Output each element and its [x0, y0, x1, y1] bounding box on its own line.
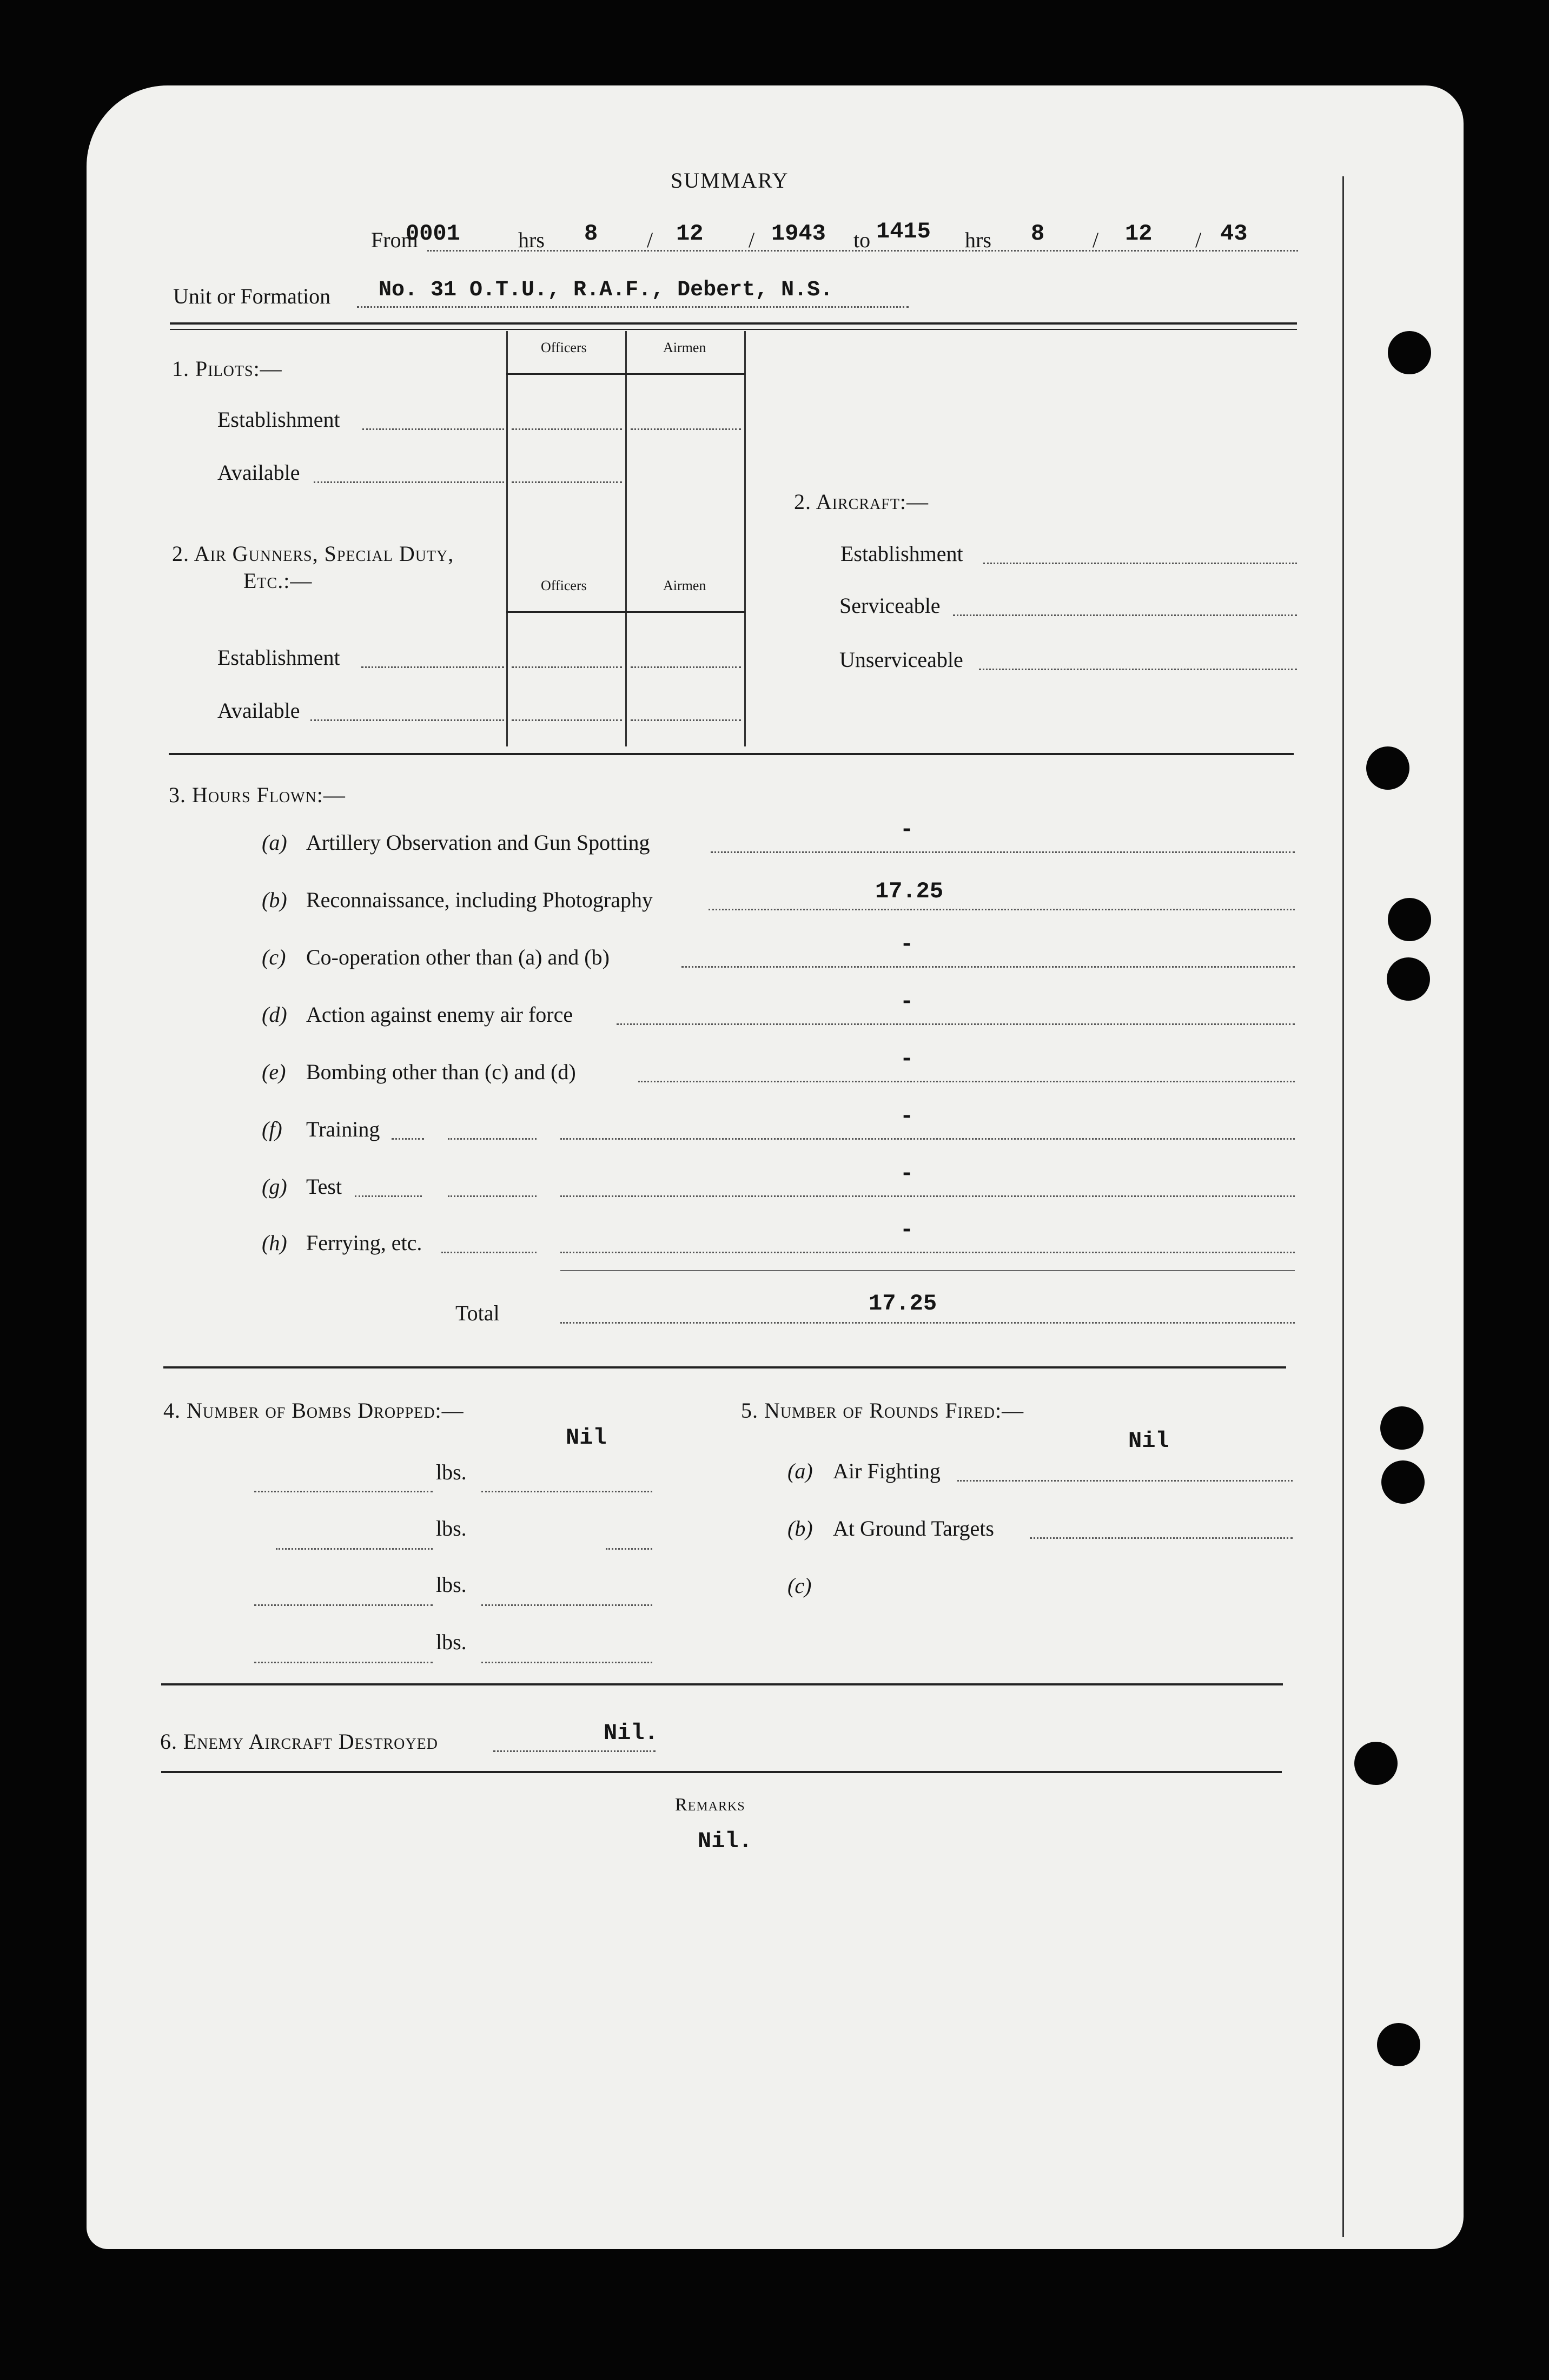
total-rule	[560, 1270, 1295, 1271]
dotted-fill	[606, 1548, 652, 1550]
col-airmen: Airmen	[663, 340, 706, 355]
gunners-available: Available	[217, 698, 300, 723]
dotted-fill	[681, 966, 1295, 968]
dotted-fill	[481, 1662, 652, 1663]
dotted-fill	[560, 1252, 1295, 1253]
dotted-fill	[512, 428, 622, 430]
dotted-fill	[512, 481, 622, 483]
dotted-fill	[631, 666, 741, 668]
col-officers: Officers	[541, 340, 587, 355]
dotted-fill	[979, 669, 1297, 670]
hours-key-d: (d)	[262, 1002, 287, 1027]
hours-label-f: Training	[306, 1117, 380, 1141]
slash: /	[647, 228, 653, 252]
dotted-fill	[617, 1023, 1295, 1025]
unit-label: Unit or Formation	[173, 284, 331, 308]
remarks-value: Nil.	[698, 1828, 752, 1854]
to-time: 1415	[876, 219, 931, 244]
dotted-fill	[512, 666, 622, 668]
hours-key-e: (e)	[262, 1060, 286, 1084]
rounds-value: Nil	[1128, 1428, 1169, 1454]
hours-label-h: Ferrying, etc.	[306, 1231, 422, 1255]
pilots-available: Available	[217, 460, 300, 485]
bombs-value: Nil	[566, 1425, 607, 1451]
dotted-fill	[631, 428, 741, 430]
dotted-fill	[631, 719, 741, 721]
section-rule	[161, 1683, 1283, 1685]
slash: /	[1195, 228, 1202, 252]
dotted-fill	[709, 909, 1295, 910]
to-year: 43	[1220, 221, 1248, 247]
hours-key-a: (a)	[262, 830, 287, 855]
gunners-establishment: Establishment	[217, 645, 340, 670]
rounds-key-a: (a)	[787, 1459, 813, 1483]
table-line	[506, 611, 745, 613]
to-day: 8	[1031, 221, 1045, 247]
col-officers: Officers	[541, 578, 587, 593]
table-line	[744, 331, 746, 746]
dotted-fill	[448, 1138, 537, 1140]
unit-value: No. 31 O.T.U., R.A.F., Debert, N.S.	[379, 278, 833, 302]
punch-hole	[1380, 1406, 1424, 1450]
pilots-title: 1. Pilots:—	[172, 356, 282, 381]
dotted-fill	[254, 1662, 433, 1663]
table-line	[506, 331, 508, 746]
bombs-lbs: lbs.	[436, 1572, 467, 1597]
dotted-fill	[560, 1195, 1295, 1197]
section-rule	[161, 1771, 1282, 1773]
dotted-fill	[560, 1138, 1295, 1140]
rounds-title: 5. Number of Rounds Fired:—	[741, 1398, 1024, 1423]
dotted-fill	[357, 306, 909, 308]
dotted-fill	[355, 1195, 422, 1197]
dotted-fill	[441, 1252, 537, 1253]
dotted-fill	[254, 1491, 433, 1492]
gunners-title-2: Etc.:—	[243, 568, 313, 593]
dotted-fill	[711, 851, 1295, 853]
rounds-label-b: At Ground Targets	[833, 1516, 994, 1541]
dotted-fill	[276, 1548, 433, 1550]
gunners-title: 2. Air Gunners, Special Duty,	[172, 541, 454, 566]
to-month: 12	[1125, 221, 1153, 247]
dotted-fill	[362, 428, 504, 430]
dotted-fill	[392, 1138, 424, 1140]
aircraft-serviceable: Serviceable	[839, 593, 941, 618]
hours-value-f: -	[900, 1103, 914, 1129]
hours-value-c: -	[900, 931, 914, 957]
punch-hole	[1387, 957, 1430, 1001]
hours-key-b: (b)	[262, 888, 287, 912]
hours-label-g: Test	[306, 1174, 342, 1199]
hours-label-b: Reconnaissance, including Photography	[306, 888, 653, 912]
bombs-lbs: lbs.	[436, 1516, 467, 1541]
bombs-lbs: lbs.	[436, 1460, 467, 1484]
page-title: SUMMARY	[671, 168, 789, 193]
hours-key-g: (g)	[262, 1174, 287, 1199]
pilots-establishment: Establishment	[217, 407, 340, 432]
slash: /	[1093, 228, 1099, 252]
punch-hole	[1366, 746, 1409, 790]
dotted-fill	[983, 563, 1297, 564]
table-line	[506, 373, 745, 375]
rounds-key-c: (c)	[787, 1574, 812, 1598]
hrs-label: hrs	[965, 228, 991, 252]
hours-label-e: Bombing other than (c) and (d)	[306, 1060, 576, 1084]
from-year: 1943	[771, 221, 826, 247]
hours-value-a: -	[900, 817, 914, 843]
hours-key-c: (c)	[262, 945, 286, 969]
punch-hole	[1377, 2023, 1420, 2066]
dotted-fill	[1030, 1537, 1293, 1539]
hrs-label: hrs	[518, 228, 545, 252]
hours-value-d: -	[900, 989, 914, 1015]
hours-key-h: (h)	[262, 1231, 287, 1255]
section-rule	[169, 753, 1294, 755]
dotted-fill	[957, 1480, 1293, 1482]
hours-title: 3. Hours Flown:—	[169, 783, 346, 807]
section-rule	[163, 1366, 1286, 1368]
from-day: 8	[584, 221, 598, 247]
hours-key-f: (f)	[262, 1117, 282, 1141]
col-airmen: Airmen	[663, 578, 706, 593]
bombs-title: 4. Number of Bombs Dropped:—	[163, 1398, 464, 1423]
table-line	[625, 331, 627, 746]
slash: /	[749, 228, 755, 252]
dotted-fill	[560, 1322, 1295, 1324]
hours-value-h: -	[900, 1217, 914, 1243]
dotted-fill	[953, 614, 1297, 616]
dotted-fill	[310, 719, 504, 721]
from-time: 0001	[406, 221, 460, 247]
aircraft-unserviceable: Unserviceable	[839, 647, 963, 672]
margin-line	[1342, 176, 1344, 2237]
dotted-fill	[361, 666, 504, 668]
dotted-fill	[481, 1491, 652, 1492]
rounds-label-a: Air Fighting	[833, 1459, 941, 1483]
dotted-fill	[481, 1604, 652, 1606]
aircraft-establishment: Establishment	[840, 541, 963, 566]
enemy-destroyed-value: Nil.	[604, 1720, 658, 1746]
rounds-key-b: (b)	[787, 1516, 813, 1541]
to-label: to	[853, 228, 871, 252]
dotted-fill	[512, 719, 622, 721]
from-month: 12	[676, 221, 704, 247]
hours-label-a: Artillery Observation and Gun Spotting	[306, 830, 650, 855]
hours-label-d: Action against enemy air force	[306, 1002, 573, 1027]
enemy-destroyed-title: 6. Enemy Aircraft Destroyed	[160, 1729, 438, 1754]
from-label: From	[371, 228, 418, 252]
punch-hole	[1354, 1742, 1398, 1785]
punch-hole	[1388, 331, 1431, 374]
dotted-fill	[314, 481, 504, 483]
aircraft-title: 2. Aircraft:—	[794, 490, 929, 514]
dotted-fill	[638, 1081, 1295, 1082]
dotted-fill	[493, 1750, 656, 1752]
punch-hole	[1388, 898, 1431, 941]
total-value: 17.25	[869, 1291, 937, 1317]
bombs-lbs: lbs.	[436, 1630, 467, 1654]
dotted-fill	[254, 1604, 433, 1606]
total-label: Total	[455, 1301, 500, 1325]
remarks-title: Remarks	[675, 1795, 745, 1815]
section-rule	[170, 322, 1297, 325]
dotted-fill	[448, 1195, 537, 1197]
hours-value-b: 17.25	[875, 878, 944, 904]
punch-hole	[1381, 1460, 1425, 1504]
hours-value-g: -	[900, 1161, 914, 1187]
hours-label-c: Co-operation other than (a) and (b)	[306, 945, 610, 969]
hours-value-e: -	[900, 1046, 914, 1072]
section-rule	[170, 329, 1297, 330]
